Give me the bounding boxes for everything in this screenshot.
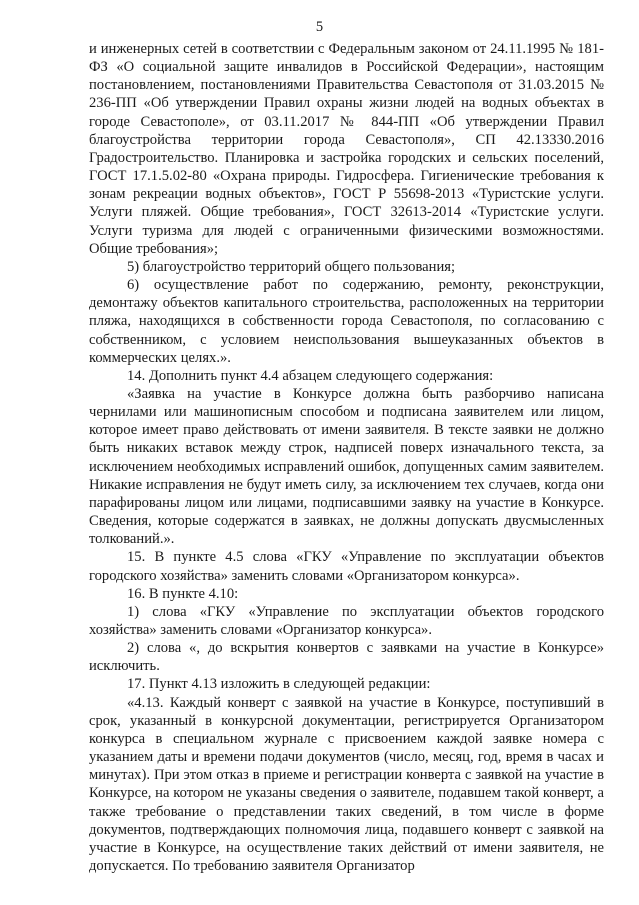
paragraph-point-4-13: «4.13. Каждый конверт с заявкой на участие в Конкурсе, поступивший в срок, указанный в конкурсной документации, регистрируется Организатором конкурса в специальном журнале с присвоением каждой заявке номера с указанием даты и времени подачи документов (число, месяц, год, время в часах и минутах). При этом отказ в приеме и регистрации конверта с заявкой на участие в Конкурсе, на котором не указаны сведения о заявителе, подавшем такой конверт, а также требование о представлении таких сведений, в том числе в форме документов, подтверждающих полномочия лица, подавшего конверт с заявкой на участие в Конкурсе, на осуществление таких действий от имени заявителя, не допускается. По требованию заявителя Организатор [89,694,604,875]
paragraph-point-16-item-2: 2) слова «, до вскрытия конвертов с заявками на участие в Конкурсе» исключить. [89,640,604,675]
paragraph-application-requirements: «Заявка на участие в Конкурсе должна быть разборчиво написана чернилами или машинописным способом и подписана заявителем или лицом, которое имеет право действовать от имени заявителя. В тексте заявки не должно быть никаких вставок между строк, надписей поверх изначального текста, за исключением необходимых исправлений ошибок, допущенных самим заявителем. Никакие исправления не будут иметь силу, за исключением тех случаев, когда они парафированы лицом или лицами, подписавшими заявку на участие в Конкурсе. Сведения, которые содержатся в заявках, не должны допускать двусмысленных толкований.». [89,385,604,548]
paragraph-point-16-item-1: 1) слова «ГКУ «Управление по эксплуатации объектов городского хозяйства» заменить словами «Организатор конкурса». [89,603,604,638]
page-number: 5 [315,19,324,35]
paragraph-item-5: 5) благоустройство территорий общего пользования; [127,258,456,275]
document-body [89,40,604,875]
paragraph-continuation: и инженерных сетей в соответствии с Федеральным законом от 24.11.1995 № 181-ФЗ «О социальной защите инвалидов в Российской Федерации», настоящим постановлением, постановлениями Правительства Севастополя от 31.03.2015 № 236-ПП «Об утверждении Правил охраны жизни людей на водных объектах в городе Севастополе», от 03.11.2017 № 844-ПП «Об утверждении Правил благоустройства территории города Севастополя», СП 42.13330.2016 Градостроительство. Планировка и застройка городских и сельских поселений, ГОСТ 17.1.5.02-80 «Охрана природы. Гидросфера. Гигиенические требования к зонам рекреации водных объектов», ГОСТ Р 55698-2013 «Туристские услуги. Услуги пляжей. Общие требования», ГОСТ 32613-2014 «Туристские услуги. Услуги туризма для людей с ограниченными физическими возможностями. Общие требования»; [89,41,604,257]
paragraph-item-6: 6) осуществление работ по содержанию, ремонту, реконструкции, демонтажу объектов капитального строительства, расположенных на территории пляжа, находящихся в собственности города Севастополя, по согласованию с собственником, с условием неиспользования вышеуказанных объектов в коммерческих целях.». [89,277,604,366]
paragraph-point-16: 16. В пункте 4.10: [127,585,239,602]
paragraph-point-17: 17. Пункт 4.13 изложить в следующей редакции: [127,676,431,693]
paragraph-point-15: 15. В пункте 4.5 слова «ГКУ «Управление по эксплуатации объектов городского хозяйства» заменить словами «Организатором конкурса». [89,549,604,584]
paragraph-point-14: 14. Дополнить пункт 4.4 абзацем следующего содержания: [127,367,494,384]
